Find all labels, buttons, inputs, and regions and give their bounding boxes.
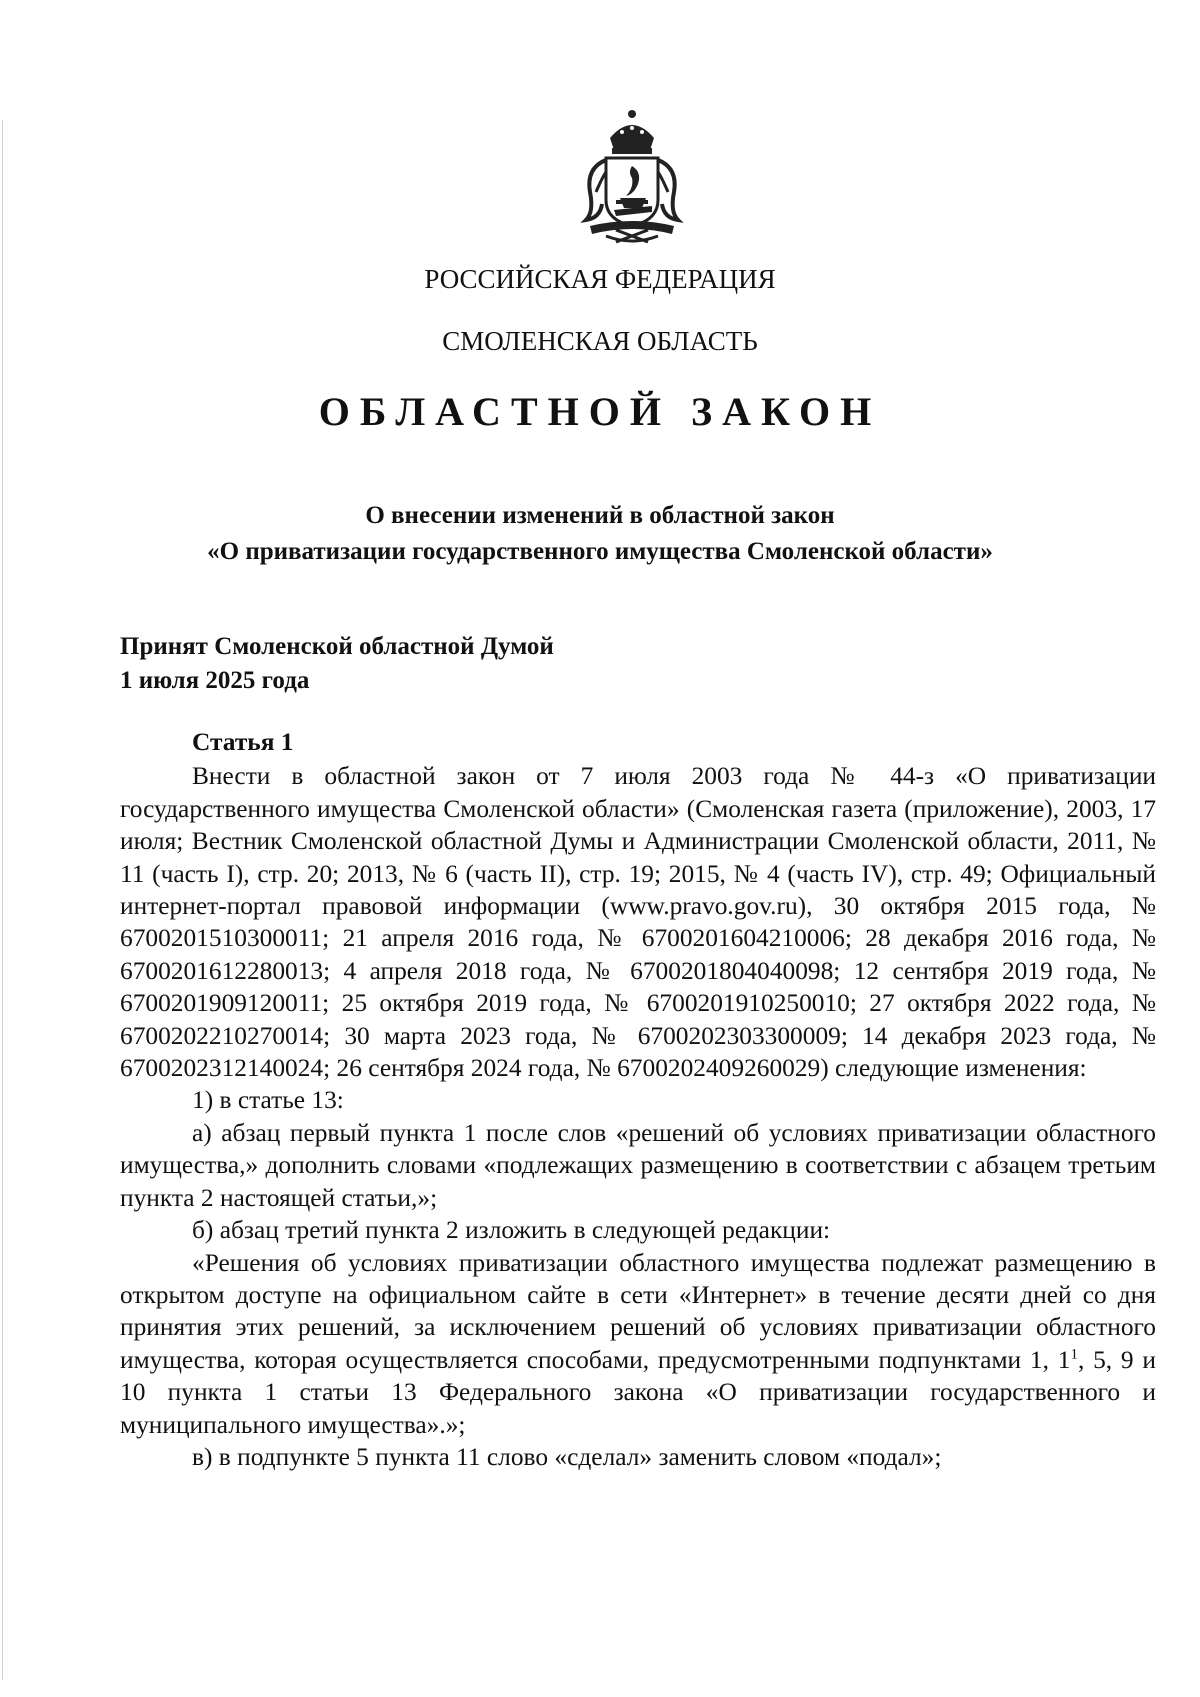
article-intro-paragraph: Внести в областной закон от 7 июля 2003 года № 44-з «О приватизации государственного имущества Смоленской области» (Смоленская газета (приложение), 2003, 17 июля; Вестник Смоленской областной Думы и Администрации Смоленской области, 2011, № 11 (часть I), стр. 20; 2013, № 6 (часть II), стр. 19; 2015, № 4 (часть IV), стр. 49; Официальный интернет-портал правовой информации (www.pravo.gov.ru), 30 октября 2015 года, № 6700201510300011; 21 апреля 2016 года, № 6700201604210006; 28 декабря 2016 года, № 6700201612280013; 4 апреля 2018 года, № 6700201804040098; 12 сентября 2019 года, № 6700201909120011; 25 октября 2019 года, № 6700201910250010; 27 октября 2022 года, № 6700202210270014; 30 марта 2023 года, № 6700202303300009; 14 декабря 2023 года, № 6700202312140024; 26 сентября 2024 года, № 6700202409260029) следующие изменения: <box>120 762 1156 1083</box>
subitem-v: в) в подпункте 5 пункта 11 слово «сделал» заменить словом «подал»; <box>192 1442 942 1471</box>
quote-superscript: 1 <box>1070 1346 1078 1363</box>
scan-left-edge <box>2 120 3 1680</box>
item-1: 1) в статье 13: <box>192 1086 344 1115</box>
adoption-body: Принят Смоленской областной Думой <box>120 633 554 660</box>
subitem-a: а) абзац первый пункта 1 после слов «решений об условиях приватизации областного имущества,» дополнить словами «подлежащих размещению в соответствии с абзацем третьим пункта 2 настоящей статьи,»; <box>120 1118 1156 1212</box>
region-name: СМОЛЕНСКАЯ ОБЛАСТЬ <box>442 326 758 356</box>
country-name: РОССИЙСКАЯ ФЕДЕРАЦИЯ <box>424 264 776 294</box>
quote-text-part1: «Решения об условиях приватизации областного имущества подлежат размещению в открытом доступе на официальном сайте в сети «Интернет» в течение десяти дней со дня принятия этих решений, за исключением решений об условиях приватизации областного имущества, которая осуществляется способами, предусмотренными подпунктами 1, 1 <box>120 1248 1156 1374</box>
quote-text-part2: , 5, 9 и 10 пункта 1 статьи 13 Федерального закона «О приватизации государственного и муниципального имущества».»; <box>120 1345 1156 1439</box>
document-type-title: ОБЛАСТНОЙ ЗАКОН <box>318 389 882 434</box>
article-heading: Статья 1 <box>192 728 294 756</box>
article-1 <box>120 726 1156 1473</box>
law-subject-line2: «О приватизации государственного имущества Смоленской области» <box>207 538 993 565</box>
coat-of-arms-icon <box>576 108 688 246</box>
adoption-date: 1 июля 2025 года <box>120 667 310 694</box>
law-subject-line1: О внесении изменений в областной закон <box>365 502 835 529</box>
subitem-b: б) абзац третий пункта 2 изложить в следующей редакции: <box>192 1216 831 1245</box>
new-wording-quote <box>120 1247 1156 1441</box>
